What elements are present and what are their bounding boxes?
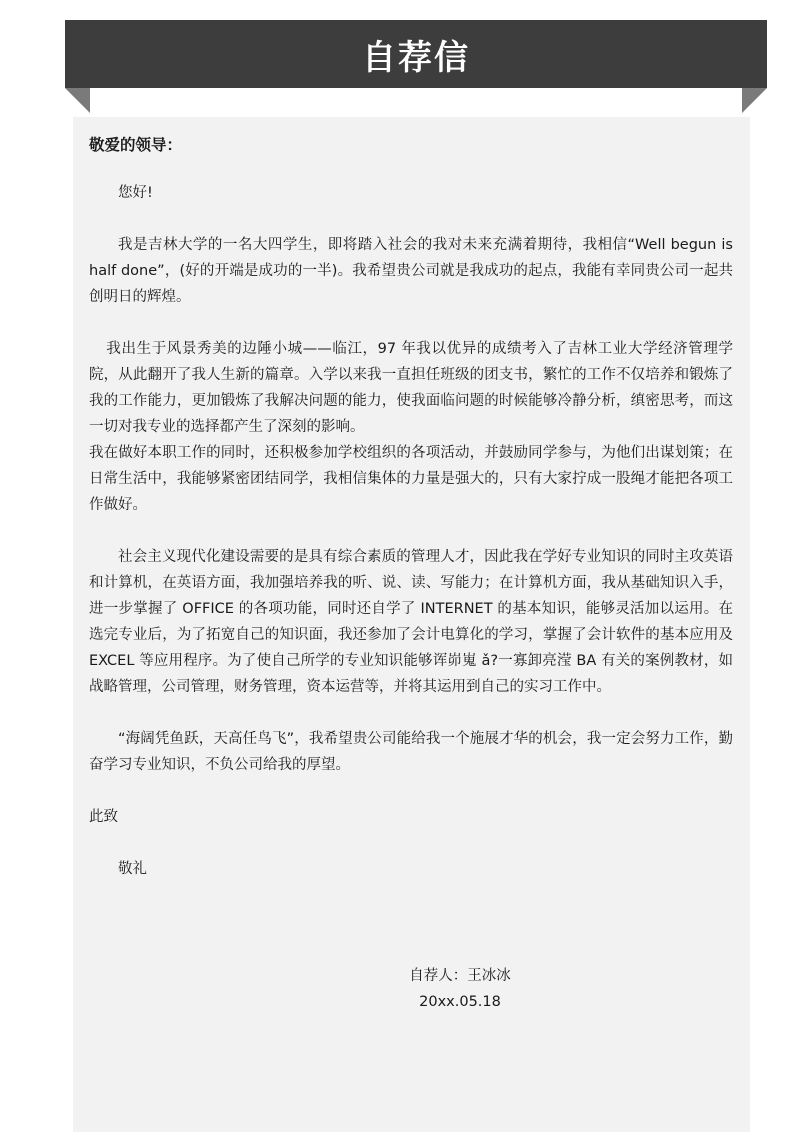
letter-body	[89, 132, 733, 882]
paragraph-activities: 我在做好本职工作的同时，还积极参加学校组织的各项活动，并鼓励同学参与，为他们出谋划策；在日常生活中，我能够紧密团结同学，我相信集体的力量是强大的，只有大家拧成一股绳才能把各项工作做好。	[89, 445, 733, 513]
paragraph-skills: 社会主义现代化建设需要的是具有综合素质的管理人才，因此我在学好专业知识的同时主攻英语和计算机，在英语方面，我加强培养我的听、说、读、写能力；在计算机方面，我从基础知识入手，进一步掌握了 OFFICE 的各项功能，同时还自学了 INTERNET 的基本知识，能够灵活加以运用。在选完专业后，为了拓宽自己的知识面，我还参加了会计电算化的学习，掌握了会计软件的基本应用及 EXCEL 等应用程序。为了使自己所学的专业知识能够诨峁嵬 ǎ?一寡卸亮滢 BA 有关的案例教材，如战略管理，公司管理，财务管理，资本运营等，并将其运用到自己的实习工作中。	[89, 549, 733, 695]
salutation: 敬爱的领导：	[89, 136, 183, 154]
banner-fold-left	[65, 88, 90, 113]
paragraph-background: 我出生于风景秀美的边陲小城——临江，97 年我以优异的成绩考入了吉林工业大学经济管理学院，从此翻开了我人生新的篇章。入学以来我一直担任班级的团支书，繁忙的工作不仅培养和锻炼了我的工作能力，更加锻炼了我解决问题的能力，使我面临问题的时候能够冷静分析，缜密思考，而这一切对我专业的选择都产生了深刻的影响。	[89, 341, 733, 435]
title-banner	[65, 20, 767, 88]
greeting: 您好!	[118, 185, 153, 201]
closing: 此致	[89, 809, 118, 825]
banner-fold-right	[742, 88, 767, 113]
regards: 敬礼	[118, 861, 147, 877]
paragraph-hope: “海阔凭鱼跃，天高任鸟飞”，我希望贵公司能给我一个施展才华的机会，我一定会努力工作，勤奋学习专业知识，不负公司给我的厚望。	[89, 731, 733, 773]
letter-date: 20xx.05.18	[419, 994, 501, 1010]
signature-block	[370, 963, 550, 1015]
page-title: 自荐信	[362, 37, 470, 78]
signature: 自荐人：王冰冰	[409, 968, 511, 984]
paragraph-intro: 我是吉林大学的一名大四学生，即将踏入社会的我对未来充满着期待，我相信“Well begun is half done”，(好的开端是成功的一半)。我希望贵公司就是我成功的起点，我能有幸同贵公司一起共创明日的辉煌。	[89, 237, 733, 305]
